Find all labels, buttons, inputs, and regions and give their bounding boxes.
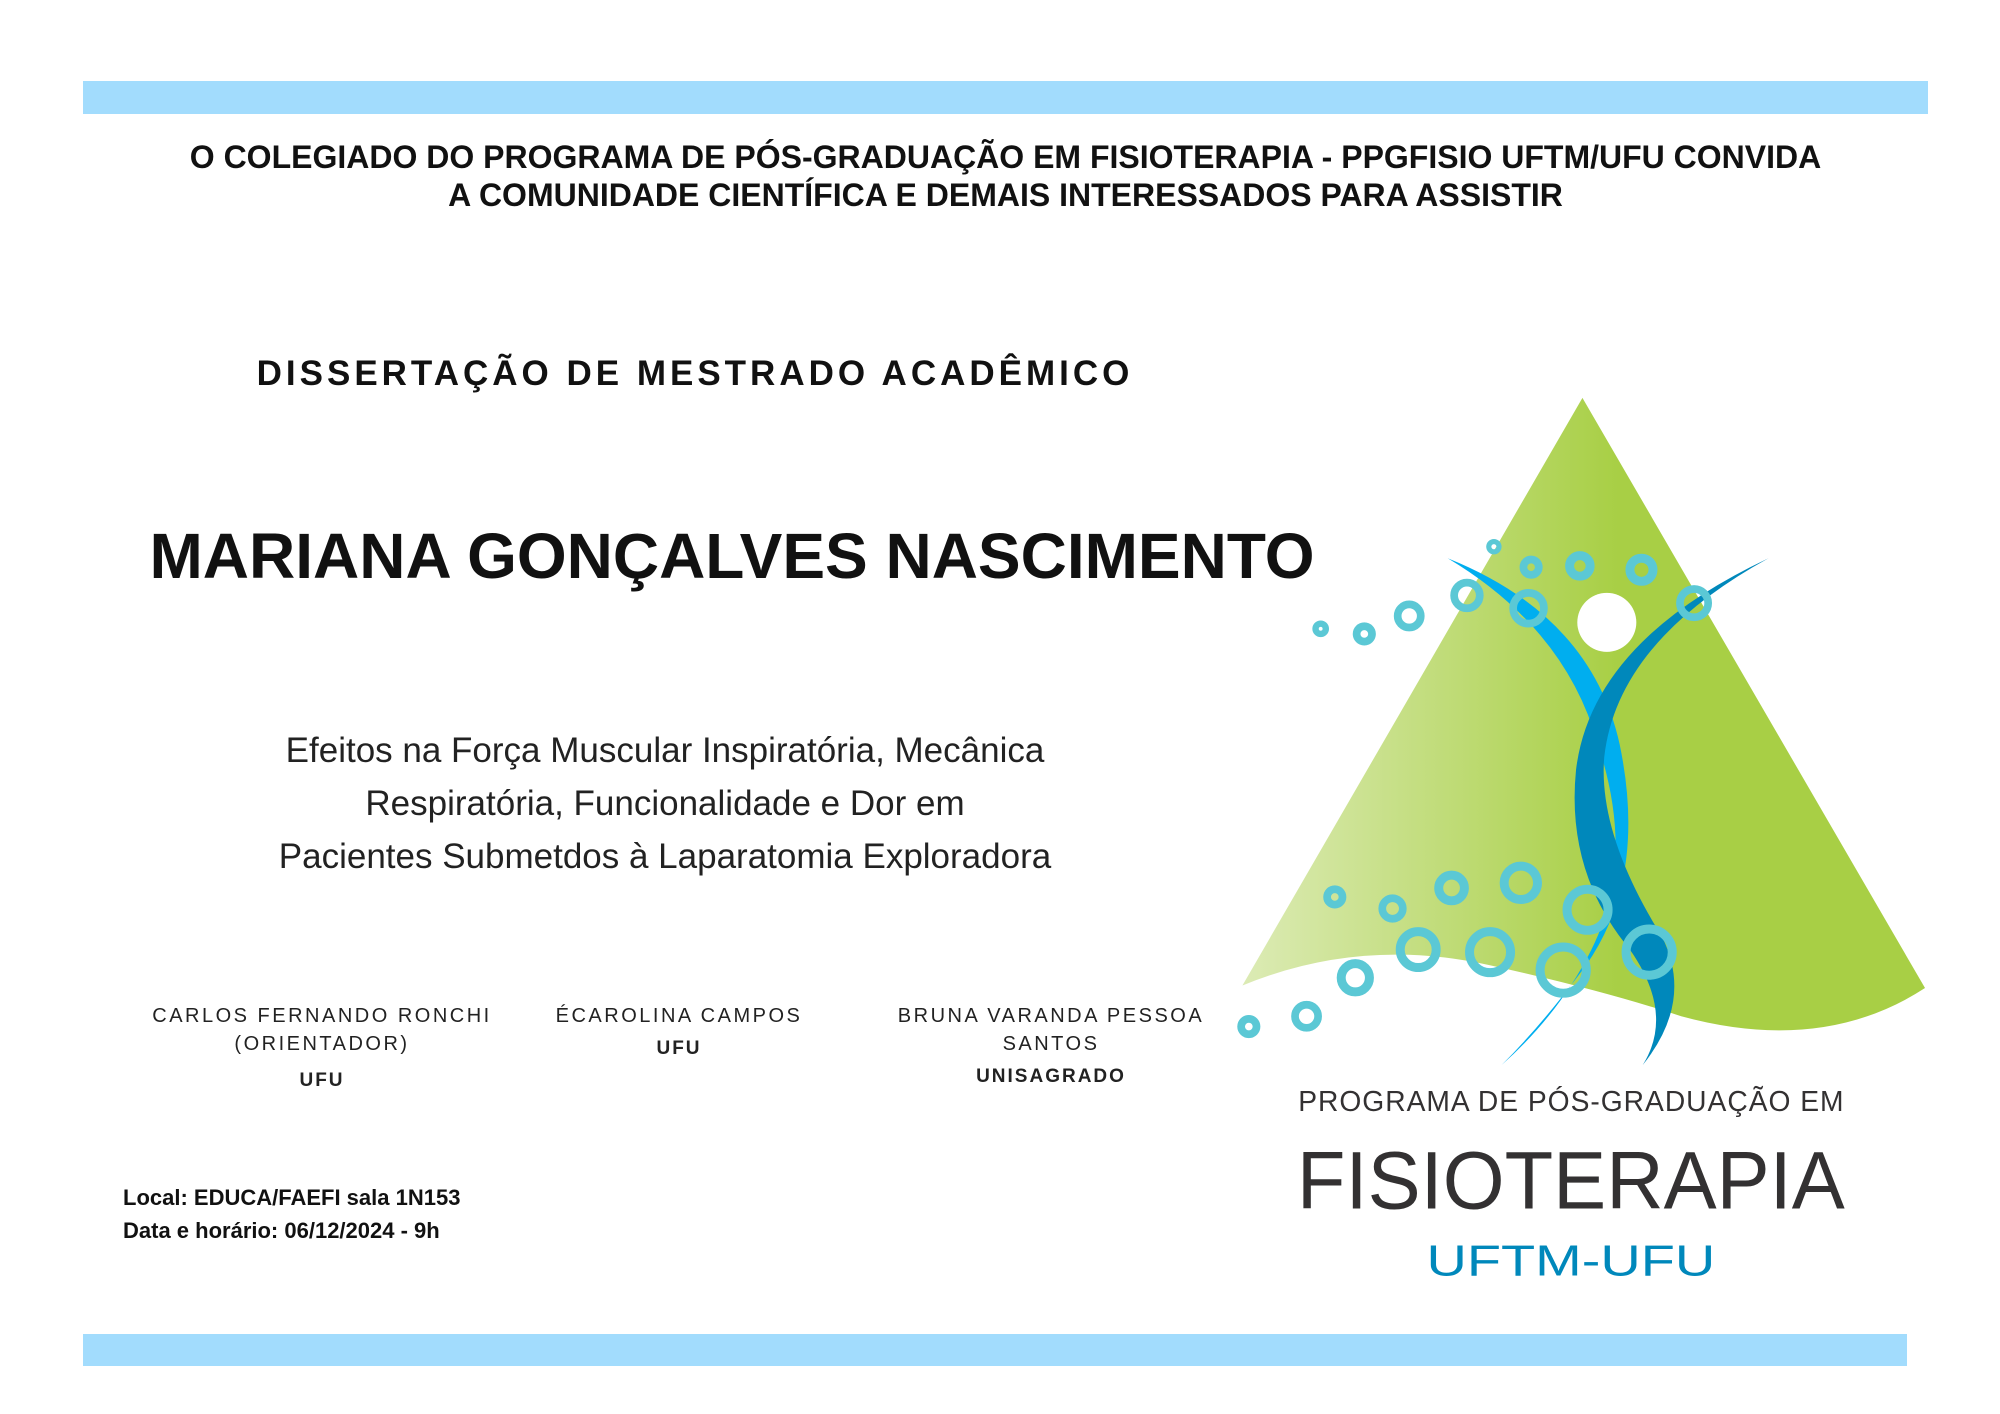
head-shape: [1577, 593, 1636, 652]
event-datetime: Data e horário: 06/12/2024 - 9h: [123, 1218, 440, 1243]
event-location: Local: EDUCA/FAEFI sala 1N153: [123, 1185, 461, 1210]
event-info: [123, 1181, 460, 1247]
top-bar: [83, 81, 1928, 114]
thesis-title-line: Efeitos na Força Muscular Inspiratória, Mecânica: [285, 731, 1045, 770]
member-name: ÉCAROLINA CAMPOS: [555, 1005, 803, 1027]
thesis-title-line: Respiratória, Funcionalidade e Dor em: [365, 784, 965, 823]
triangle-shape: [1242, 398, 1925, 1031]
member-institution: UFU: [299, 1070, 345, 1091]
member-role: (ORIENTADOR): [234, 1033, 410, 1055]
bottom-bar: [83, 1334, 1907, 1366]
logo-line-2: FISIOTERAPIA: [1296, 1135, 1846, 1227]
thesis-title-line: Pacientes Submetdos à Laparatomia Exploradora: [278, 837, 1052, 876]
ppgfisio-logo: [1232, 385, 1938, 1296]
logo-line-1: PROGRAMA DE PÓS-GRADUAÇÃO EM: [1298, 1085, 1844, 1118]
defense-type: DISSERTAÇÃO DE MESTRADO ACADÊMICO: [256, 354, 1134, 393]
header-line-1: O COLEGIADO DO PROGRAMA DE PÓS-GRADUAÇÃO EM FISIOTERAPIA - PPGFISIO UFTM/UFU CONVIDA: [189, 139, 1822, 175]
member-name-cont: SANTOS: [1002, 1033, 1100, 1055]
thesis-title: [200, 724, 1130, 883]
member-institution: UFU: [656, 1038, 702, 1059]
member-name: CARLOS FERNANDO RONCHI: [152, 1005, 492, 1027]
logo-line-3: UFTM-UFU: [1426, 1237, 1716, 1286]
committee-member: [152, 1002, 492, 1094]
member-institution: UNISAGRADO: [976, 1066, 1126, 1087]
header-line-2: A COMUNIDADE CIENTÍFICA E DEMAIS INTERESSADOS PARA ASSISTIR: [448, 177, 1563, 213]
candidate-name: MARIANA GONÇALVES NASCIMENTO: [149, 520, 1315, 592]
member-name: BRUNA VARANDA PESSOA: [897, 1005, 1205, 1027]
committee-member: [509, 1002, 849, 1062]
committee-member: [881, 1002, 1221, 1090]
